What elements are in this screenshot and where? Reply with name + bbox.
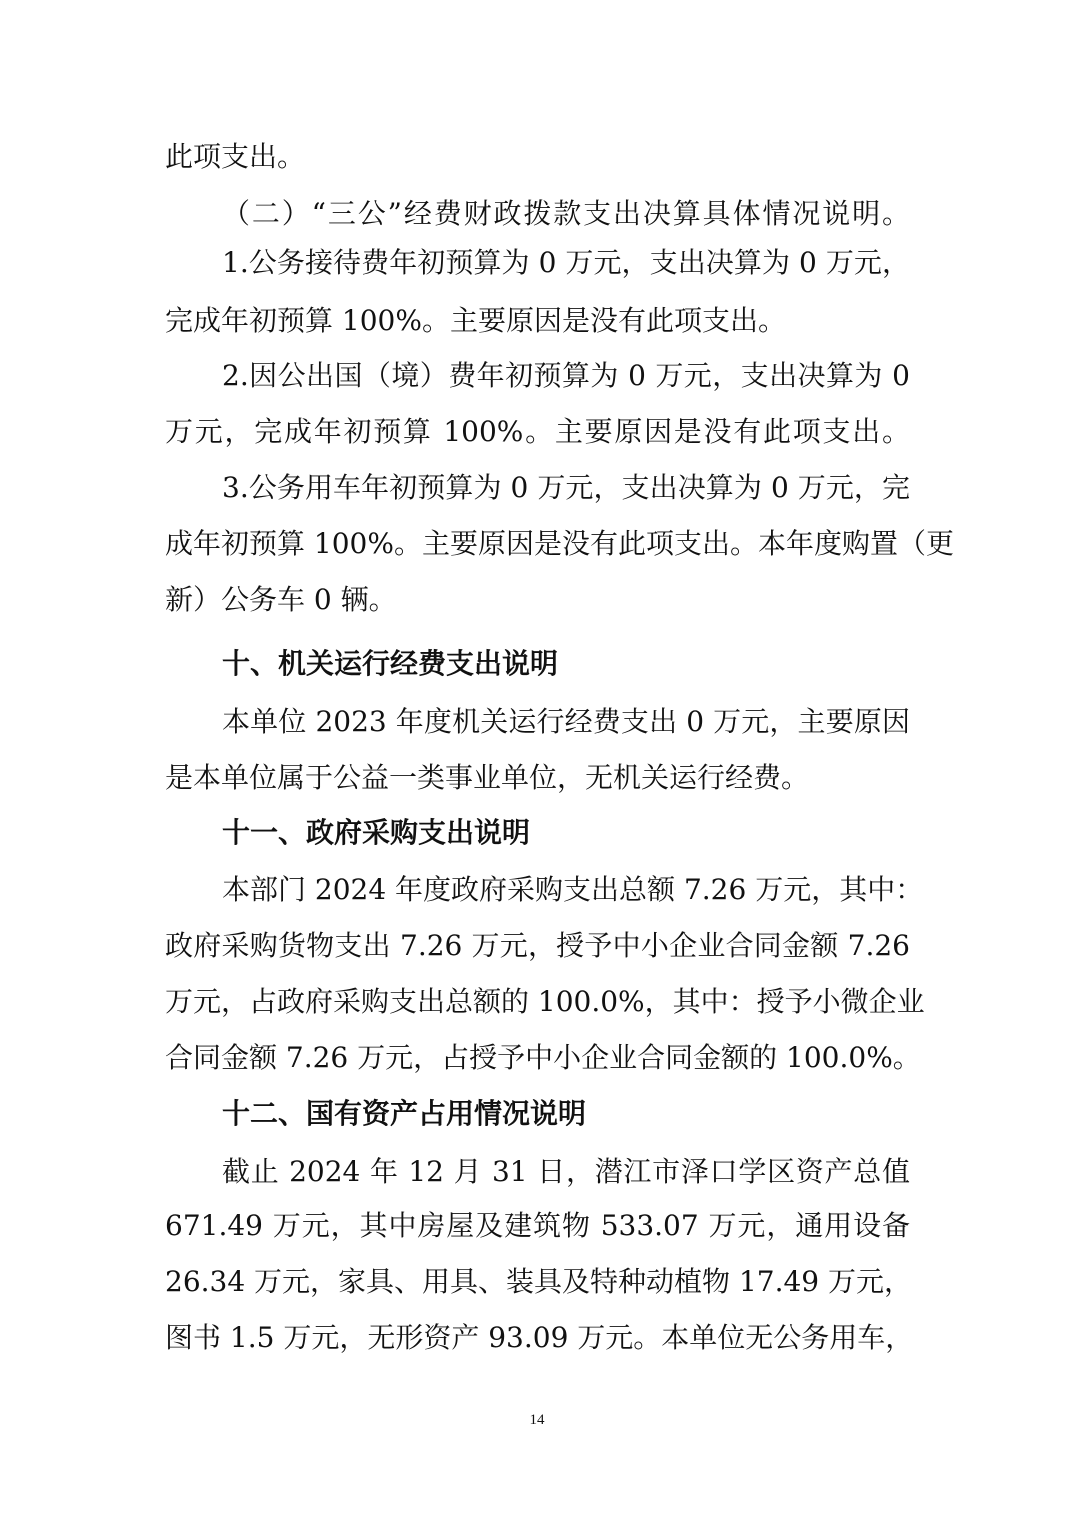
- text-line: 3.公务用车年初预算为 0 万元，支出决算为 0 万元，完: [222, 471, 910, 504]
- text-line: 万元，占政府采购支出总额的 100.0%，其中：授予小微企业: [165, 985, 925, 1018]
- section-heading-12: 十二、国有资产占用情况说明: [222, 1097, 587, 1130]
- text-line: 新）公务车 0 辆。: [165, 583, 397, 616]
- text-line: 此项支出。: [165, 140, 306, 173]
- section-heading-11: 十一、政府采购支出说明: [222, 816, 531, 849]
- section-heading-10: 十、机关运行经费支出说明: [222, 647, 559, 680]
- text-line: 完成年初预算 100%。主要原因是没有此项支出。: [165, 304, 786, 337]
- text-line: 2.因公出国（境）费年初预算为 0 万元，支出决算为 0: [222, 359, 910, 392]
- text-line: 合同金额 7.26 万元，占授予中小企业合同金额的 100.0%。: [165, 1041, 921, 1074]
- text-line: 本单位 2023 年度机关运行经费支出 0 万元，主要原因: [222, 705, 910, 738]
- text-line: 政府采购货物支出 7.26 万元，授予中小企业合同金额 7.26: [165, 929, 910, 962]
- text-line: 26.34 万元，家具、用具、装具及特种动植物 17.49 万元，: [165, 1265, 913, 1298]
- text-line: （二）“三公”经费财政拨款支出决算具体情况说明。: [222, 197, 910, 230]
- text-line: 图书 1.5 万元，无形资产 93.09 万元。本单位无公务用车，: [165, 1321, 914, 1354]
- text-line: 成年初预算 100%。主要原因是没有此项支出。本年度购置（更: [165, 527, 954, 560]
- text-line: 是本单位属于公益一类事业单位，无机关运行经费。: [165, 761, 810, 794]
- text-line: 本部门 2024 年度政府采购支出总额 7.26 万元，其中：: [222, 873, 924, 906]
- text-line: 1.公务接待费年初预算为 0 万元，支出决算为 0 万元，: [222, 246, 910, 279]
- text-line: 截止 2024 年 12 月 31 日，潜江市泽口学区资产总值: [222, 1155, 910, 1188]
- text-line: 671.49 万元，其中房屋及建筑物 533.07 万元，通用设备: [165, 1209, 910, 1242]
- text-line: 万元，完成年初预算 100%。主要原因是没有此项支出。: [165, 415, 910, 448]
- page-number: 14: [529, 1412, 545, 1428]
